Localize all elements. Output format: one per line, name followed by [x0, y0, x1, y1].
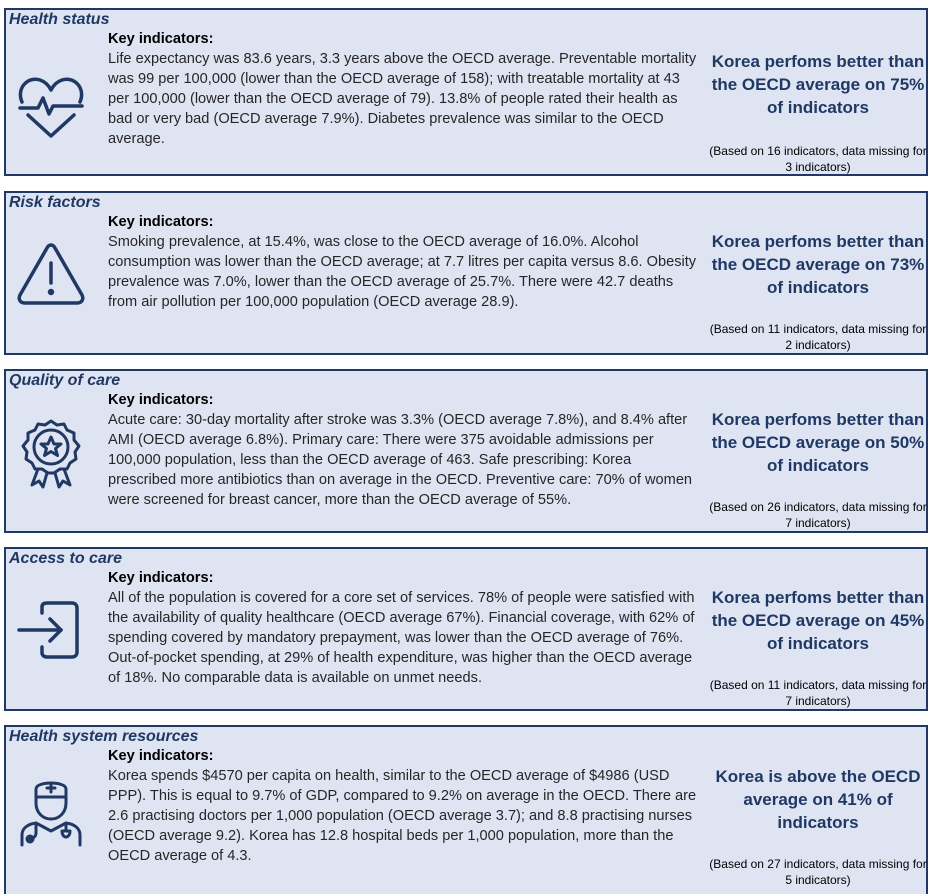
verdict-text: Korea perfoms better than the OECD average on 73% of indicators [711, 232, 925, 297]
section-body [108, 568, 698, 688]
section-title: Access to care [9, 550, 122, 567]
award-badge-icon [14, 417, 88, 491]
section-body [108, 390, 698, 510]
indicator-note: (Based on 11 indicators, data missing for 7 indicators) [709, 678, 927, 708]
section-title: Health system resources [9, 728, 199, 745]
key-indicators-label: Key indicators: [108, 748, 214, 764]
section-access-to-care [4, 547, 928, 711]
key-indicators-label: Key indicators: [108, 31, 214, 47]
indicator-note: (Based on 26 indicators, data missing for 7 indicators) [709, 500, 927, 530]
indicator-note: (Based on 11 indicators, data missing for 2 indicators) [709, 322, 927, 352]
indicator-note: (Based on 16 indicators, data missing for 3 indicators) [709, 144, 927, 174]
heart-pulse-icon [14, 70, 88, 144]
section-body [108, 746, 698, 866]
verdict-text: Korea perfoms better than the OECD average on 45% of indicators [711, 588, 925, 653]
verdict-text: Korea perfoms better than the OECD average on 50% of indicators [711, 410, 925, 475]
section-text: All of the population is covered for a core set of services. 78% of people were satisfied with the availability of quality healthcare (OECD average 67%). Financial coverage, with 62% of spending covered by mandatory prepayment, was lower than the OECD average of 76%. Out-of-pocket spending, at 29% of health expenditure, was higher than the OECD average of 18%. No comparable data is available on unmet needs. [108, 590, 695, 686]
section-risk-factors [4, 191, 928, 355]
indicator-note: (Based on 27 indicators, data missing for 5 indicators) [709, 857, 927, 887]
section-body [108, 29, 698, 149]
verdict-text: Korea is above the OECD average on 41% of indicators [715, 767, 921, 832]
section-health-system-resources [4, 725, 928, 894]
verdict-text: Korea perfoms better than the OECD average on 75% of indicators [711, 52, 925, 117]
key-indicators-label: Key indicators: [108, 214, 214, 230]
section-title: Health status [9, 11, 110, 28]
section-quality-of-care [4, 369, 928, 533]
key-indicators-label: Key indicators: [108, 570, 214, 586]
section-health-status [4, 8, 928, 176]
warning-triangle-icon [14, 237, 88, 311]
section-text: Korea spends $4570 per capita on health, similar to the OECD average of $4986 (USD PPP). This is equal to 9.7% of GDP, compared to 9.2% on average in the OECD. There are 2.6 practising doctors per 1,000 population (OECD average 3.7); and 8.8 practising nurses (OECD average 9.2). Korea has 12.8 hospital beds per 1,000 population, more than the OECD average of 4.3. [108, 768, 697, 864]
section-text: Acute care: 30-day mortality after stroke was 3.3% (OECD average 7.8%), and 8.4% after AMI (OECD average 6.8%). Primary care: There were 375 avoidable admissions per 100,000 population, less than the OECD average of 463. Safe prescribing: Korea prescribed more antibiotics than on average in the OECD. Preventive care: 70% of women were screened for breast cancer, more than the OECD average of 55%. [108, 412, 693, 508]
key-indicators-label: Key indicators: [108, 392, 214, 408]
section-text: Smoking prevalence, at 15.4%, was close to the OECD average of 16.0%. Alcohol consumption was lower than the OECD average; at 7.7 litres per capita versus 8.6. Obesity prevalence was 7.0%, lower than the OECD average of 25.7%. There were 42.7 deaths from air pollution per 100,000 population (OECD average 28.9). [108, 234, 697, 310]
section-text: Life expectancy was 83.6 years, 3.3 years above the OECD average. Preventable mortality was 99 per 100,000 (lower than the OECD average of 158); with treatable mortality at 43 per 100,000 (lower than the OECD average of 79). 13.8% of people rated their health as bad or very bad (OECD average 7.9%). Diabetes prevalence was similar to the OECD average. [108, 51, 697, 147]
section-title: Quality of care [9, 372, 121, 389]
doctor-icon [14, 773, 88, 847]
section-title: Risk factors [9, 194, 101, 211]
sign-in-icon [14, 593, 88, 667]
section-body [108, 212, 698, 312]
